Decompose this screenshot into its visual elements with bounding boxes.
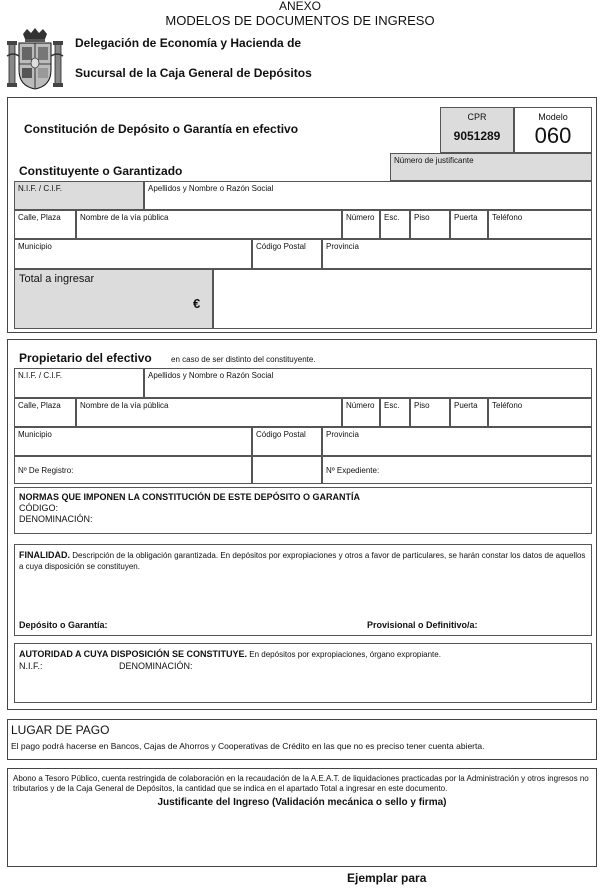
owner-subtitle: en caso de ser distinto del constituyente. [171,355,316,364]
authority-title: AUTORIDAD A CUYA DISPOSICIÓN SE CONSTITUYE. [19,649,248,659]
delegation-label: Delegación de Economía y Hacienda de [75,36,302,50]
payment-place-section [7,719,597,760]
registry-number-field[interactable] [14,456,252,484]
authority-box[interactable] [14,643,592,703]
owner-stair-field[interactable] [380,398,410,427]
total-amount-field[interactable] [14,269,213,329]
authority-description [19,649,441,660]
total-amount-blank [213,269,592,329]
nif-field[interactable] [14,181,144,210]
owner-floor-label: Piso [414,401,430,410]
authority-nif-label: N.I.F.: [19,661,43,671]
receipt-number-field[interactable] [390,153,592,181]
model-value: 060 [534,123,572,148]
street-type-field[interactable] [14,210,76,239]
owner-heading: Propietario del efectivo [19,351,152,365]
copy-for-label: Ejemplar para [347,871,427,885]
purpose-title: FINALIDAD. [19,550,70,560]
owner-phone-label: Teléfono [492,401,523,410]
payment-place-title: LUGAR DE PAGO [11,723,110,737]
deposit-receipt-section [7,768,597,867]
street-name-label: Nombre de la vía pública [80,213,169,222]
owner-phone-field[interactable] [488,398,592,427]
door-field[interactable] [450,210,488,239]
owner-street-type-label: Calle, Plaza [18,401,61,410]
file-number-field[interactable] [322,456,592,484]
postal-code-label: Código Postal [256,242,306,251]
phone-field[interactable] [488,210,592,239]
municipality-label: Municipio [18,242,52,251]
file-number-label: Nº Expediente: [326,466,380,475]
number-label: Número [346,213,375,222]
treasury-credit-text: Abono a Tesoro Público, cuenta restringida de colaboración en la recaudación de la A.E.A.T. de liquidaciones practicadas por la Administración y otros ingresos no tributarios y de la Caja General de Depósitos, la cantidad que se indica en el apartado Total a ingresar en este documento. [13,774,589,793]
rules-title: NORMAS QUE IMPONEN LA CONSTITUCIÓN DE ESTE DEPÓSITO O GARANTÍA [19,492,361,502]
euro-icon: € [193,296,201,311]
total-label: Total a ingresar [19,273,95,285]
stair-label: Esc. [384,213,400,222]
receipt-number-label: Número de justificante [394,156,474,165]
rules-box[interactable] [14,487,592,534]
authority-denomination-label: DENOMINACIÓN: [119,661,193,671]
owner-name-label: Apellidos y Nombre o Razón Social [148,371,274,380]
cash-owner-section [7,339,597,710]
purpose-description [19,550,587,572]
owner-door-field[interactable] [450,398,488,427]
coat-of-arms-icon [5,26,65,92]
owner-postal-code-field[interactable] [252,427,322,456]
name-label: Apellidos y Nombre o Razón Social [148,184,274,193]
model-box [514,107,592,153]
cpr-label: CPR [467,112,487,122]
payment-place-text: El pago podrá hacerse en Bancos, Cajas de Ahorros y Cooperativas de Crédito en las que no es preciso tener cuenta abierta. [11,741,485,751]
constituent-heading: Constituyente o Garantizado [19,164,183,178]
owner-street-type-field[interactable] [14,398,76,427]
owner-postal-code-label: Código Postal [256,430,306,439]
owner-province-label: Provincia [326,430,359,439]
owner-province-field[interactable] [322,427,592,456]
street-type-label: Calle, Plaza [18,213,61,222]
authority-text: En depósitos por expropiaciones, órgano expropiante. [249,650,441,659]
phone-label: Teléfono [492,213,523,222]
owner-municipality-field[interactable] [14,427,252,456]
municipality-field[interactable] [14,239,252,269]
postal-code-field[interactable] [252,239,322,269]
stair-field[interactable] [380,210,410,239]
nif-label: N.I.F. / C.I.F. [18,184,63,193]
deposit-type-label: Depósito o Garantía: [19,620,108,630]
purpose-box[interactable] [14,544,592,636]
owner-stair-label: Esc. [384,401,400,410]
rules-denomination-label: DENOMINACIÓN: [19,514,93,524]
owner-blank-cell [252,456,322,484]
owner-number-field[interactable] [342,398,380,427]
province-label: Provincia [326,242,359,251]
receipt-validation-label: Justificante del Ingreso (Validación mecánica o sello y firma) [157,797,447,808]
name-field[interactable] [144,181,592,210]
owner-municipality-label: Municipio [18,430,52,439]
number-field[interactable] [342,210,380,239]
owner-nif-field[interactable] [14,368,144,398]
owner-street-name-field[interactable] [76,398,342,427]
owner-nif-label: N.I.F. / C.I.F. [18,371,63,380]
owner-number-label: Número [346,401,375,410]
door-label: Puerta [454,213,478,222]
annex-title: ANEXO [278,0,321,13]
floor-label: Piso [414,213,430,222]
owner-floor-field[interactable] [410,398,450,427]
cpr-value: 9051289 [453,129,501,143]
registry-number-label: Nº De Registro: [18,466,74,475]
branch-label: Sucursal de la Caja General de Depósitos [75,66,312,80]
purpose-text: Descripción de la obligación garantizada. En depósitos por expropiaciones y otros a favor de particulares, se harán constar los datos de aquellos a cuya disposición se constituyen. [19,551,586,571]
province-field[interactable] [322,239,592,269]
provisional-label: Provisional o Definitivo/a: [367,620,478,630]
owner-street-name-label: Nombre de la vía pública [80,401,169,410]
deposit-constitution-section [7,97,597,333]
rules-code-label: CÓDIGO: [19,503,59,513]
owner-name-field[interactable] [144,368,592,398]
street-name-field[interactable] [76,210,342,239]
cpr-box [440,107,514,153]
document-models-title: MODELOS DE DOCUMENTOS DE INGRESO [165,13,435,28]
model-label: Modelo [538,112,568,122]
floor-field[interactable] [410,210,450,239]
owner-door-label: Puerta [454,401,478,410]
section-title: Constitución de Depósito o Garantía en efectivo [24,122,299,136]
